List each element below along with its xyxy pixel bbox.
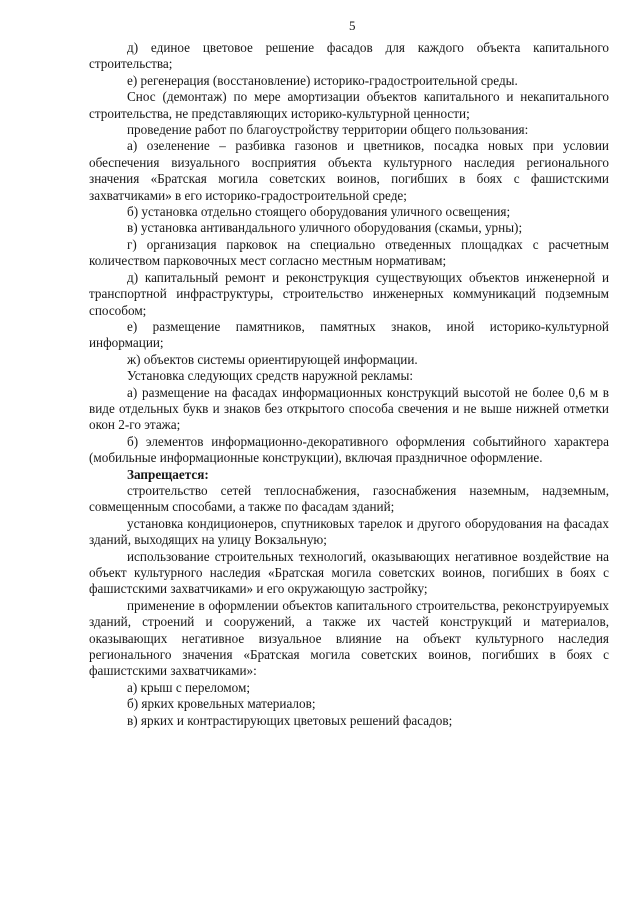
paragraph-item-zh-orientation: ж) объектов системы ориентирующей информации. [127,351,418,367]
paragraph-item-g-parking: г) организация парковок на специально отведенных площадках с расчетным количеством парковочных мест согласно местным нормативам; [89,236,609,269]
paragraph-item-e-regeneration: е) регенерация (восстановление) историко-градостроительной среды. [127,72,518,88]
paragraph-item-e-monuments: е) размещение памятников, памятных знаков, иной историко-культурной информации; [89,318,609,351]
document-page [89,0,609,905]
paragraph-advertising-item-a: а) размещение на фасадах информационных конструкций высотой не более 0,6 м в виде отдельных букв и знаков без открытого способа свечения и не выше нижней отметки окон 2-го этажа; [89,384,609,433]
paragraph-prohibited-equipment: установка кондиционеров, спутниковых тарелок и другого оборудования на фасадах зданий, выходящих на улицу Вокзальную; [89,515,609,548]
paragraph-demolition: Снос (демонтаж) по мере амортизации объектов капитального и некапитального строительства, не представляющих историко-культурной ценности; [89,89,609,121]
paragraph-prohibited-networks: строительство сетей теплоснабжения, газоснабжения наземным, надземным, совмещенным способами, а также по фасадам зданий; [89,482,609,515]
paragraph-landscaping-heading: проведение работ по благоустройству территории общего пользования: [127,122,529,138]
section-heading-prohibited: Запрещается: [127,466,209,482]
paragraph-prohibited-technologies: использование строительных технологий, оказывающих негативное воздействие на объект культурного наследия «Братская могила советских воинов, погибших в боях с фашистскими захватчиками» и его окружающую застройку; [89,548,609,597]
paragraph-advertising-item-b: б) элементов информационно-декоративного оформления событийного характера (мобильные информационные конструкции), включая праздничное оформление. [89,433,609,466]
paragraph-item-a-greening: а) озеленение – разбивка газонов и цветников, посадка новых при условии обеспечения визуального восприятия объекта культурного наследия регионального значения «Братская могила советских воинов, погибших в боях с фашистскими захватчиками» в его историко-градостроительной среде; [89,138,609,203]
paragraph-item-d-infrastructure: д) капитальный ремонт и реконструкция существующих объектов инженерной и транспортной инфраструктуры, строительство инженерных коммуникаций подземным способом; [89,269,609,318]
document-body [89,40,609,729]
paragraph-prohibited-item-b-roofing: б) ярких кровельных материалов; [127,696,316,712]
paragraph-advertising-heading: Установка следующих средств наружной рекламы: [127,368,413,384]
paragraph-item-d-facade-color: д) единое цветовое решение фасадов для каждого объекта капитального строительства; [89,40,609,72]
page-number: 5 [349,18,356,33]
paragraph-item-v-street-equipment: в) установка антивандального уличного оборудования (скамьи, урны); [127,220,523,236]
paragraph-item-b-lighting: б) установка отдельно стоящего оборудования уличного освещения; [127,204,511,220]
paragraph-prohibited-item-a-roofs: а) крыш с переломом; [127,679,250,695]
paragraph-prohibited-item-v-colors: в) ярких и контрастирующих цветовых решений фасадов; [127,712,453,728]
paragraph-prohibited-materials: применение в оформлении объектов капитального строительства, реконструируемых зданий, строений и сооружений, а также их частей конструкций и материалов, оказывающих негативное визуальное влияние на объект культурного наследия регионального значения «Братская могила советских воинов, погибших в боях с фашистскими захватчиками»: [89,597,609,679]
